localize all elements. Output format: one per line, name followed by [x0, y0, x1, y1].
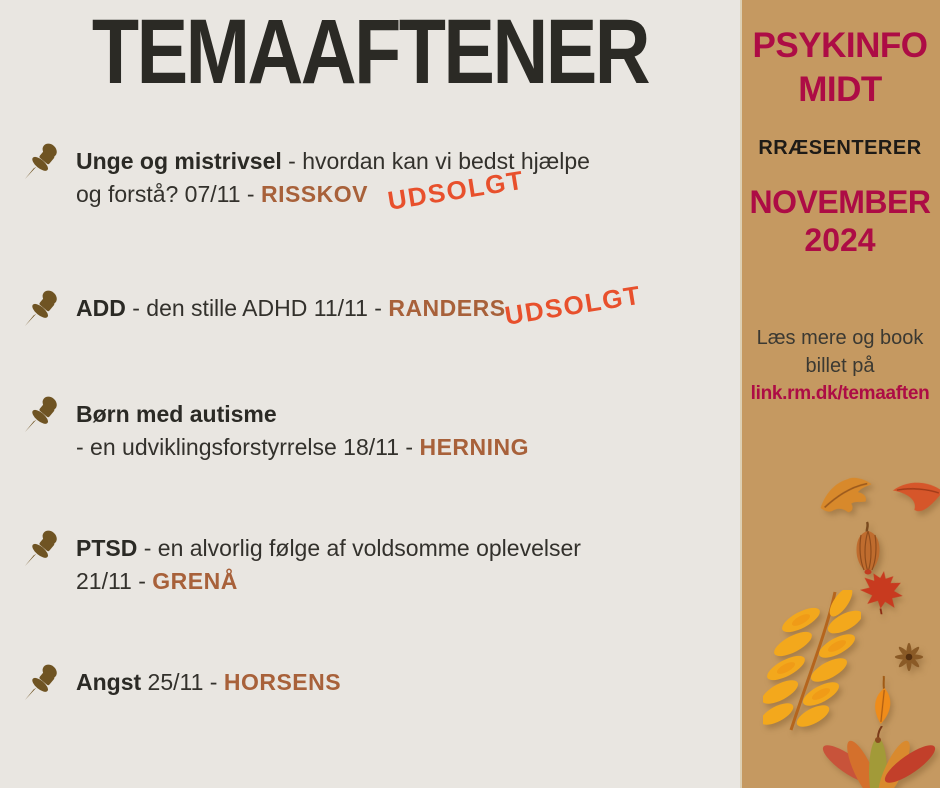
event-description: 21/11 -	[76, 568, 153, 594]
pushpin-icon	[22, 661, 64, 703]
event-location: RISSKOV	[260, 181, 368, 207]
event-location: GRENÅ	[152, 568, 238, 594]
pushpin-icon	[22, 140, 64, 182]
sold-out-badge: UDSOLGT	[502, 279, 644, 331]
event-description: - den stille ADHD 11/11 -	[125, 295, 389, 321]
event-item-boern-med-autisme	[22, 398, 529, 464]
event-text	[76, 666, 341, 703]
booking-link[interactable]: link.rm.dk/temaaften	[750, 383, 930, 404]
year-label: 2024	[804, 222, 876, 258]
pushpin-icon	[22, 393, 64, 435]
event-topic: Angst	[76, 669, 142, 695]
event-item-add	[22, 292, 506, 329]
event-item-angst	[22, 666, 341, 703]
event-item-ptsd	[22, 532, 581, 598]
month-label: NOVEMBER	[749, 184, 931, 220]
pushpin-icon	[22, 287, 64, 329]
event-location: HERNING	[419, 434, 530, 460]
event-description: - en udviklingsforstyrrelse 18/11 -	[76, 434, 420, 460]
sidebar	[740, 0, 940, 788]
presents-label: RRÆSENTERER	[758, 137, 922, 159]
event-text	[76, 398, 529, 464]
sold-out-badge: UDSOLGT	[385, 164, 527, 216]
event-location: RANDERS	[388, 295, 506, 321]
event-topic: Børn med autisme	[76, 401, 277, 427]
event-description: 25/11 -	[141, 669, 224, 695]
cta-text-line1: Læs mere og book	[756, 327, 924, 349]
event-topic: ADD	[76, 295, 126, 321]
event-topic: Unge og mistrivsel	[76, 148, 282, 174]
poster-title: TEMAAFTENER	[91, 1, 649, 103]
cta-text-line2: billet på	[805, 355, 875, 377]
event-text	[76, 292, 506, 329]
event-text	[76, 532, 581, 598]
event-description: og forstå? 07/11 -	[76, 181, 261, 207]
brand-name-line2: MIDT	[798, 70, 882, 109]
brand-name-line1: PSYKINFO	[752, 26, 928, 65]
event-location: HORSENS	[223, 669, 342, 695]
pushpin-icon	[22, 527, 64, 569]
event-description: - hvordan kan vi bedst hjælpe	[281, 148, 590, 174]
event-topic: PTSD	[76, 535, 138, 561]
event-description: - en alvorlig følge af voldsomme oplevelser	[137, 535, 581, 561]
